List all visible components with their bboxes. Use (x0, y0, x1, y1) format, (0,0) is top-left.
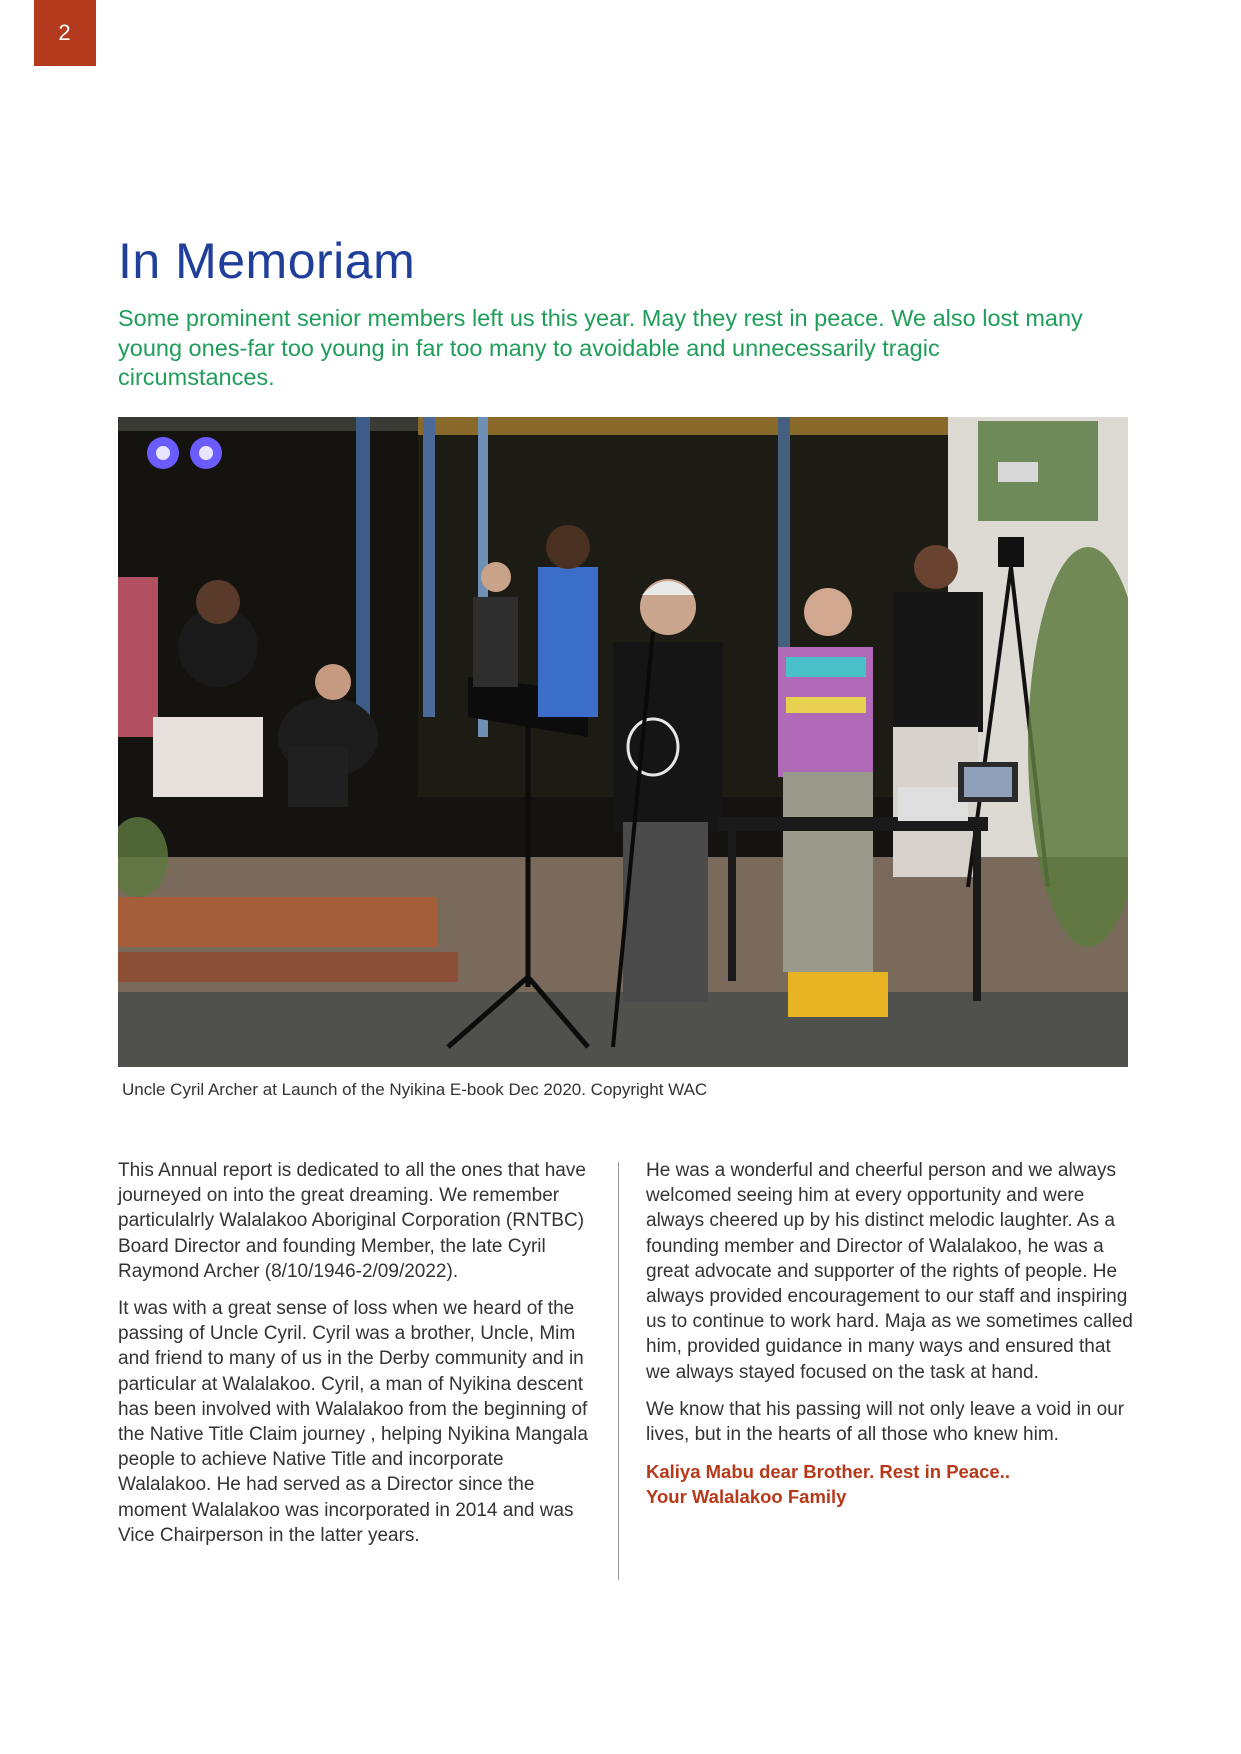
event-photo (118, 417, 1128, 1067)
body-paragraph: We know that his passing will not only leave a void in our lives, but in the hearts of all those who knew him. (646, 1398, 1125, 1446)
photo-caption: Uncle Cyril Archer at Launch of the Nyikina E-book Dec 2020. Copyright WAC (122, 1080, 708, 1099)
signoff (646, 1459, 1136, 1509)
signoff-line-1: Kaliya Mabu dear Brother. Rest in Peace.. (646, 1461, 1010, 1483)
page-number-tab (34, 0, 96, 66)
page-number: 2 (58, 20, 72, 45)
body-paragraph: This Annual report is dedicated to all the ones that have journeyed on into the great dreaming. We remember particulalrly Walalakoo Aboriginal Corporation (RNTBC) Board Director and founding Member, the late Cyril Raymond Archer (8/10/1946-2/09/2022). (118, 1160, 586, 1282)
body-right-column (646, 1158, 1136, 1509)
page-title: In Memoriam (118, 233, 416, 289)
body-left-column (118, 1158, 593, 1560)
body-paragraph: It was with a great sense of loss when we heard of the passing of Uncle Cyril. Cyril was a brother, Uncle, Mim and friend to many of us in the Derby community and in particular at Walalakoo. Cyril, a man of Nyikina descent has been involved with Walalakoo from the beginning of the Native Title Claim journey , helping Nyikina Mangala people to achieve Native Title and incorporate Walalakoo. He had served as a Director since the moment Walalakoo was incorporated in 2014 and was Vice Chairperson in the latter years. (118, 1298, 588, 1546)
signoff-line-2: Your Walalakoo Family (646, 1486, 847, 1508)
event-photo-illustration (118, 417, 1128, 1067)
column-divider (618, 1162, 619, 1580)
intro-text: Some prominent senior members left us this year. May they rest in peace. We also lost many young ones-far too young in far too many to avoidable and unnecessarily tragic circumstances. (118, 305, 1083, 390)
body-paragraph: He was a wonderful and cheerful person and we always welcomed seeing him at every opportunity and were always cheered up by his distinct melodic laughter. As a founding member and Director of Walalakoo, he was a great advocate and supporter of the rights of people. He always provided encouragement to our staff and inspiring us to continue to work hard. Maja as we sometimes called him, provided guidance in many ways and ensured that we always stayed focused on the task at hand. (646, 1160, 1133, 1383)
